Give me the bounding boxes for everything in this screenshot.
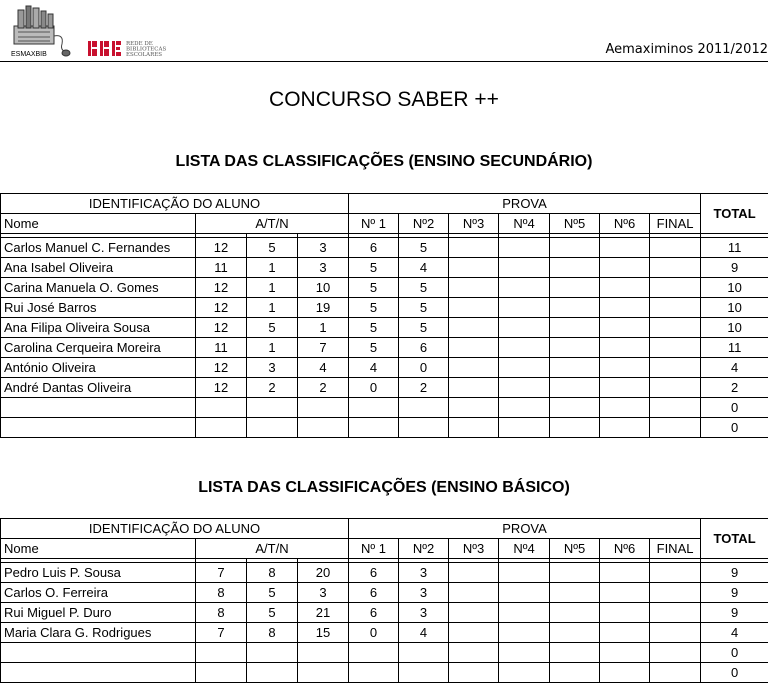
n3-cell <box>449 663 499 683</box>
total-cell: 9 <box>701 563 768 583</box>
n1-cell <box>349 418 399 438</box>
n1-header: Nº 1 <box>349 539 399 559</box>
n2-cell: 4 <box>399 258 449 278</box>
basico-title: LISTA DAS CLASSIFICAÇÕES (ENSINO BÁSICO) <box>198 479 570 496</box>
a-cell <box>196 418 247 438</box>
a-cell: 7 <box>196 563 247 583</box>
n-cell: 10 <box>298 278 349 298</box>
n5-header: Nº5 <box>550 539 600 559</box>
n6-cell <box>600 378 650 398</box>
n4-cell <box>499 418 550 438</box>
n1-cell: 5 <box>349 278 399 298</box>
n3-cell <box>449 318 499 338</box>
final-cell <box>650 663 701 683</box>
n3-header: Nº3 <box>449 539 499 559</box>
table-row <box>1 623 768 643</box>
n6-cell <box>600 238 650 258</box>
final-cell <box>650 238 701 258</box>
student-name-cell <box>1 643 196 663</box>
n2-cell: 0 <box>399 358 449 378</box>
n3-cell <box>449 418 499 438</box>
n6-header: Nº6 <box>600 539 650 559</box>
n1-cell: 0 <box>349 623 399 643</box>
n4-cell <box>499 298 550 318</box>
a-cell: 8 <box>196 583 247 603</box>
esmaxbib-label: ESMAXBIB <box>11 51 47 58</box>
final-cell <box>650 418 701 438</box>
n-cell: 1 <box>298 318 349 338</box>
n3-cell <box>449 643 499 663</box>
n6-cell <box>600 418 650 438</box>
n1-cell: 5 <box>349 338 399 358</box>
student-name-cell: Carlos O. Ferreira <box>1 583 196 603</box>
final-cell <box>650 358 701 378</box>
n-cell <box>298 643 349 663</box>
rbe-text-line-2: BIBLIOTECAS <box>126 46 167 53</box>
table-row <box>1 238 768 258</box>
n-cell <box>298 398 349 418</box>
a-cell: 8 <box>196 603 247 623</box>
n3-cell <box>449 583 499 603</box>
final-header: FINAL <box>650 214 701 234</box>
final-cell <box>650 398 701 418</box>
n-cell: 15 <box>298 623 349 643</box>
n2-cell <box>399 418 449 438</box>
n5-cell <box>550 563 600 583</box>
student-name-cell: António Oliveira <box>1 358 196 378</box>
total-cell: 10 <box>701 318 768 338</box>
total-header: TOTAL <box>701 519 768 559</box>
total-cell: 11 <box>701 338 768 358</box>
total-cell: 0 <box>701 398 768 418</box>
n5-cell <box>550 338 600 358</box>
n6-cell <box>600 663 650 683</box>
n6-cell <box>600 258 650 278</box>
n6-cell <box>600 318 650 338</box>
rbe-label: RBE <box>88 38 91 39</box>
n6-cell <box>600 643 650 663</box>
student-name-cell <box>1 418 196 438</box>
student-name-cell: Pedro Luis P. Sousa <box>1 563 196 583</box>
total-cell: 0 <box>701 418 768 438</box>
identification-header: IDENTIFICAÇÃO DO ALUNO <box>1 519 349 539</box>
n2-cell: 5 <box>399 238 449 258</box>
n2-cell: 6 <box>399 338 449 358</box>
n6-cell <box>600 278 650 298</box>
secundario-table <box>0 193 768 438</box>
n2-cell: 4 <box>399 623 449 643</box>
a-cell <box>196 398 247 418</box>
n5-cell <box>550 623 600 643</box>
n1-cell: 6 <box>349 603 399 623</box>
n4-cell <box>499 318 550 338</box>
identification-header: IDENTIFICAÇÃO DO ALUNO <box>1 194 349 214</box>
student-name-cell <box>1 398 196 418</box>
n2-cell <box>399 663 449 683</box>
total-cell: 9 <box>701 258 768 278</box>
table-row <box>1 603 768 623</box>
atn-header: A/T/N <box>196 214 349 234</box>
n6-header: Nº6 <box>600 214 650 234</box>
final-cell <box>650 643 701 663</box>
a-cell: 12 <box>196 378 247 398</box>
total-cell: 10 <box>701 278 768 298</box>
n6-cell <box>600 563 650 583</box>
total-cell: 2 <box>701 378 768 398</box>
table-row <box>1 583 768 603</box>
t-cell <box>247 643 298 663</box>
table-row <box>1 643 768 663</box>
n5-cell <box>550 318 600 338</box>
n-cell <box>298 418 349 438</box>
n2-header: Nº2 <box>399 214 449 234</box>
n3-cell <box>449 258 499 278</box>
total-cell: 0 <box>701 663 768 683</box>
student-name-cell: Carina Manuela O. Gomes <box>1 278 196 298</box>
t-cell: 1 <box>247 338 298 358</box>
total-cell: 11 <box>701 238 768 258</box>
n4-cell <box>499 398 550 418</box>
n3-header: Nº3 <box>449 214 499 234</box>
n4-cell <box>499 378 550 398</box>
a-cell: 7 <box>196 623 247 643</box>
n5-cell <box>550 298 600 318</box>
t-cell: 5 <box>247 238 298 258</box>
table-row <box>1 318 768 338</box>
n5-cell <box>550 663 600 683</box>
rbe-text-line-3: ESCOLARES <box>126 52 163 58</box>
n4-cell <box>499 338 550 358</box>
total-cell: 0 <box>701 643 768 663</box>
n4-cell <box>499 278 550 298</box>
final-cell <box>650 583 701 603</box>
n3-cell <box>449 338 499 358</box>
n1-cell: 5 <box>349 318 399 338</box>
basico-table <box>0 518 768 683</box>
t-cell: 3 <box>247 358 298 378</box>
n5-cell <box>550 358 600 378</box>
n4-cell <box>499 358 550 378</box>
n-cell: 3 <box>298 238 349 258</box>
student-name-cell: Rui Miguel P. Duro <box>1 603 196 623</box>
a-cell: 12 <box>196 358 247 378</box>
n1-cell <box>349 398 399 418</box>
secundario-table-body <box>1 194 768 438</box>
n-cell: 4 <box>298 358 349 378</box>
a-cell <box>196 663 247 683</box>
n4-cell <box>499 623 550 643</box>
t-cell: 1 <box>247 298 298 318</box>
total-cell: 4 <box>701 358 768 378</box>
n3-cell <box>449 378 499 398</box>
n2-header: Nº2 <box>399 539 449 559</box>
a-cell: 11 <box>196 338 247 358</box>
table-row <box>1 278 768 298</box>
n-cell: 19 <box>298 298 349 318</box>
student-name-cell: Ana Isabel Oliveira <box>1 258 196 278</box>
table-row <box>1 398 768 418</box>
n6-cell <box>600 298 650 318</box>
n-cell: 3 <box>298 583 349 603</box>
prova-header: PROVA <box>349 194 701 214</box>
t-cell: 8 <box>247 563 298 583</box>
n5-cell <box>550 418 600 438</box>
n-cell <box>298 663 349 683</box>
t-cell: 5 <box>247 318 298 338</box>
a-cell: 12 <box>196 238 247 258</box>
n2-cell: 3 <box>399 583 449 603</box>
n4-cell <box>499 643 550 663</box>
n1-cell <box>349 643 399 663</box>
table-header-row <box>1 519 768 539</box>
school-year: Aemaximinos 2011/2012 <box>605 42 768 57</box>
n3-cell <box>449 358 499 378</box>
t-cell <box>247 418 298 438</box>
n2-cell: 5 <box>399 298 449 318</box>
name-header: Nome <box>1 214 196 234</box>
n1-cell: 5 <box>349 298 399 318</box>
n3-cell <box>449 563 499 583</box>
n4-cell <box>499 238 550 258</box>
student-name-cell: Carolina Cerqueira Moreira <box>1 338 196 358</box>
n-cell: 3 <box>298 258 349 278</box>
n6-cell <box>600 358 650 378</box>
n6-cell <box>600 583 650 603</box>
n-cell: 21 <box>298 603 349 623</box>
n2-cell: 3 <box>399 563 449 583</box>
total-cell: 4 <box>701 623 768 643</box>
final-cell <box>650 318 701 338</box>
n5-cell <box>550 258 600 278</box>
total-cell: 9 <box>701 583 768 603</box>
final-header: FINAL <box>650 539 701 559</box>
n5-cell <box>550 398 600 418</box>
page-header <box>0 0 768 62</box>
n1-cell: 0 <box>349 378 399 398</box>
n1-cell: 4 <box>349 358 399 378</box>
n2-cell <box>399 398 449 418</box>
table-row <box>1 418 768 438</box>
n2-cell: 5 <box>399 278 449 298</box>
n3-cell <box>449 398 499 418</box>
n5-cell <box>550 643 600 663</box>
n3-cell <box>449 238 499 258</box>
name-header: Nome <box>1 539 196 559</box>
secundario-title: LISTA DAS CLASSIFICAÇÕES (ENSINO SECUNDÁRIO) <box>175 153 593 170</box>
t-cell: 2 <box>247 378 298 398</box>
final-cell <box>650 623 701 643</box>
final-cell <box>650 298 701 318</box>
n4-header: Nº4 <box>499 214 550 234</box>
n4-cell <box>499 663 550 683</box>
n4-cell <box>499 563 550 583</box>
rbe-logo <box>88 38 218 58</box>
final-cell <box>650 278 701 298</box>
final-cell <box>650 338 701 358</box>
n-cell: 2 <box>298 378 349 398</box>
table-row <box>1 563 768 583</box>
page-title: CONCURSO SABER ++ <box>269 88 499 111</box>
n5-cell <box>550 278 600 298</box>
student-name-cell <box>1 663 196 683</box>
n2-cell: 2 <box>399 378 449 398</box>
n5-header: Nº5 <box>550 214 600 234</box>
n5-cell <box>550 378 600 398</box>
t-cell: 5 <box>247 603 298 623</box>
table-row <box>1 378 768 398</box>
total-header: TOTAL <box>701 194 768 234</box>
t-cell <box>247 398 298 418</box>
n3-cell <box>449 603 499 623</box>
n3-cell <box>449 298 499 318</box>
table-row <box>1 338 768 358</box>
table-subheader-row <box>1 539 768 559</box>
header-divider <box>0 61 768 62</box>
t-cell: 8 <box>247 623 298 643</box>
student-name-cell: Rui José Barros <box>1 298 196 318</box>
atn-header: A/T/N <box>196 539 349 559</box>
student-name-cell: Ana Filipa Oliveira Sousa <box>1 318 196 338</box>
n4-header: Nº4 <box>499 539 550 559</box>
n3-cell <box>449 623 499 643</box>
table-row <box>1 358 768 378</box>
n1-cell: 5 <box>349 258 399 278</box>
final-cell <box>650 258 701 278</box>
a-cell: 12 <box>196 318 247 338</box>
n2-cell <box>399 643 449 663</box>
table-row <box>1 258 768 278</box>
n-cell: 20 <box>298 563 349 583</box>
n1-cell: 6 <box>349 583 399 603</box>
n4-cell <box>499 603 550 623</box>
table-row <box>1 663 768 683</box>
a-cell <box>196 643 247 663</box>
final-cell <box>650 603 701 623</box>
n1-cell <box>349 663 399 683</box>
a-cell: 12 <box>196 278 247 298</box>
n6-cell <box>600 398 650 418</box>
t-cell: 5 <box>247 583 298 603</box>
n6-cell <box>600 623 650 643</box>
a-cell: 11 <box>196 258 247 278</box>
n4-cell <box>499 258 550 278</box>
student-name-cell: Carlos Manuel C. Fernandes <box>1 238 196 258</box>
n5-cell <box>550 583 600 603</box>
prova-header: PROVA <box>349 519 701 539</box>
final-cell <box>650 563 701 583</box>
n2-cell: 3 <box>399 603 449 623</box>
n4-cell <box>499 583 550 603</box>
esmaxbib-logo <box>8 2 72 58</box>
basico-table-body <box>1 519 768 683</box>
table-row <box>1 298 768 318</box>
table-header-row <box>1 194 768 214</box>
student-name-cell: Maria Clara G. Rodrigues <box>1 623 196 643</box>
n1-cell: 6 <box>349 563 399 583</box>
n5-cell <box>550 603 600 623</box>
t-cell <box>247 663 298 683</box>
n6-cell <box>600 338 650 358</box>
student-name-cell: André Dantas Oliveira <box>1 378 196 398</box>
n-cell: 7 <box>298 338 349 358</box>
t-cell: 1 <box>247 278 298 298</box>
n5-cell <box>550 238 600 258</box>
n6-cell <box>600 603 650 623</box>
final-cell <box>650 378 701 398</box>
total-cell: 10 <box>701 298 768 318</box>
t-cell: 1 <box>247 258 298 278</box>
n2-cell: 5 <box>399 318 449 338</box>
total-cell: 9 <box>701 603 768 623</box>
n1-header: Nº 1 <box>349 214 399 234</box>
table-subheader-row <box>1 214 768 234</box>
n3-cell <box>449 278 499 298</box>
n1-cell: 6 <box>349 238 399 258</box>
rbe-text-line-1: REDE DE <box>126 41 153 47</box>
a-cell: 12 <box>196 298 247 318</box>
